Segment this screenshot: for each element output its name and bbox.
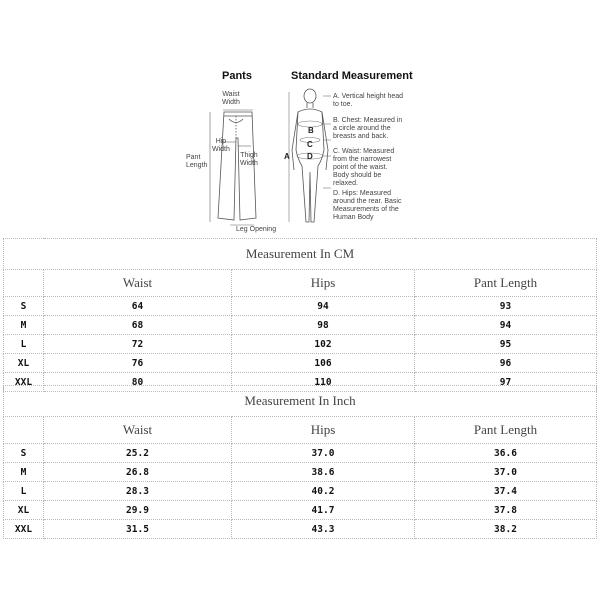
cm-header-row xyxy=(4,270,597,297)
inch-header-pant-length: Pant Length xyxy=(415,417,597,444)
waist-cell: 31.5 xyxy=(44,520,232,539)
size-cell: L xyxy=(4,482,44,501)
letter-b: B xyxy=(308,126,314,135)
cm-header-size xyxy=(4,270,44,297)
pant-length-cell: 94 xyxy=(415,316,597,335)
note-c-letter: C. xyxy=(333,148,340,155)
letter-c: C xyxy=(307,140,313,149)
waist-cell: 80 xyxy=(44,373,232,392)
waist-cell: 26.8 xyxy=(44,463,232,482)
note-b xyxy=(333,117,405,141)
hips-cell: 37.0 xyxy=(232,444,415,463)
waist-cell: 25.2 xyxy=(44,444,232,463)
hips-cell: 38.6 xyxy=(232,463,415,482)
waist-cell: 72 xyxy=(44,335,232,354)
note-c xyxy=(333,148,405,188)
hips-cell: 43.3 xyxy=(232,520,415,539)
note-d xyxy=(333,190,405,222)
note-c-text: Waist: Measured from the narrowest point of the waist. Body should be relaxed. xyxy=(333,148,395,187)
table-row xyxy=(4,482,597,501)
hip-width-text: Hip Width xyxy=(212,138,230,153)
pant-length-cell: 93 xyxy=(415,297,597,316)
measurement-illustration xyxy=(0,0,600,238)
inch-header-size xyxy=(4,417,44,444)
inch-size-table xyxy=(3,385,597,539)
table-row xyxy=(4,297,597,316)
inch-header-hips: Hips xyxy=(232,417,415,444)
size-cell: L xyxy=(4,335,44,354)
table-row xyxy=(4,335,597,354)
waist-cell: 28.3 xyxy=(44,482,232,501)
table-row xyxy=(4,520,597,539)
thigh-width-text: Thigh Width xyxy=(240,152,258,167)
waist-cell: 68 xyxy=(44,316,232,335)
pant-length-cell: 37.8 xyxy=(415,501,597,520)
pant-length-label xyxy=(186,154,207,170)
note-d-letter: D. xyxy=(333,190,340,197)
inch-header-waist: Waist xyxy=(44,417,232,444)
hips-cell: 102 xyxy=(232,335,415,354)
leg-opening-label: Leg Opening xyxy=(236,226,277,233)
pant-length-cell: 95 xyxy=(415,335,597,354)
hips-cell: 94 xyxy=(232,297,415,316)
waist-width-text: Waist Width xyxy=(222,91,240,106)
size-cell: S xyxy=(4,297,44,316)
size-cell: XXL xyxy=(4,373,44,392)
letter-d: D xyxy=(307,152,313,161)
hips-cell: 110 xyxy=(232,373,415,392)
table-row xyxy=(4,316,597,335)
cm-header-waist: Waist xyxy=(44,270,232,297)
size-cell: XL xyxy=(4,354,44,373)
note-a-text: Vertical height head to toe. xyxy=(333,93,404,108)
inch-header-row xyxy=(4,417,597,444)
size-diagram xyxy=(0,0,600,238)
table-row xyxy=(4,501,597,520)
size-cell: XL xyxy=(4,501,44,520)
cm-header-pant-length: Pant Length xyxy=(415,270,597,297)
size-cell: S xyxy=(4,444,44,463)
waist-cell: 29.9 xyxy=(44,501,232,520)
size-cell: M xyxy=(4,316,44,335)
pant-length-cell: 37.0 xyxy=(415,463,597,482)
thigh-width-label xyxy=(240,152,258,168)
cm-table-caption: Measurement In CM xyxy=(4,239,597,270)
waist-width-label xyxy=(222,91,240,107)
inch-table-caption: Measurement In Inch xyxy=(4,386,597,417)
waist-cell: 64 xyxy=(44,297,232,316)
cm-header-hips: Hips xyxy=(232,270,415,297)
table-row xyxy=(4,444,597,463)
pant-length-cell: 38.2 xyxy=(415,520,597,539)
size-cell: XXL xyxy=(4,520,44,539)
hips-cell: 98 xyxy=(232,316,415,335)
hips-cell: 41.7 xyxy=(232,501,415,520)
pant-length-cell: 37.4 xyxy=(415,482,597,501)
note-b-text: Chest: Measured in a circle around the breasts and back. xyxy=(333,117,403,140)
pants-title: Pants xyxy=(222,70,252,82)
pant-length-text: Pant Length xyxy=(186,154,208,169)
hips-cell: 106 xyxy=(232,354,415,373)
hip-width-label xyxy=(212,138,230,154)
letter-a: A xyxy=(284,152,290,161)
standard-measurement-title: Standard Measurement xyxy=(291,70,413,82)
note-b-letter: B. xyxy=(333,117,340,124)
note-d-text: Hips: Measured around the rear. Basic Measurements of the Human Body xyxy=(333,190,402,221)
cm-size-table xyxy=(3,238,597,392)
pant-length-cell: 96 xyxy=(415,354,597,373)
size-cell: M xyxy=(4,463,44,482)
note-a xyxy=(333,93,405,109)
pant-length-cell: 97 xyxy=(415,373,597,392)
table-row xyxy=(4,463,597,482)
pant-length-cell: 36.6 xyxy=(415,444,597,463)
note-a-letter: A. xyxy=(333,93,340,100)
table-row xyxy=(4,354,597,373)
waist-cell: 76 xyxy=(44,354,232,373)
hips-cell: 40.2 xyxy=(232,482,415,501)
